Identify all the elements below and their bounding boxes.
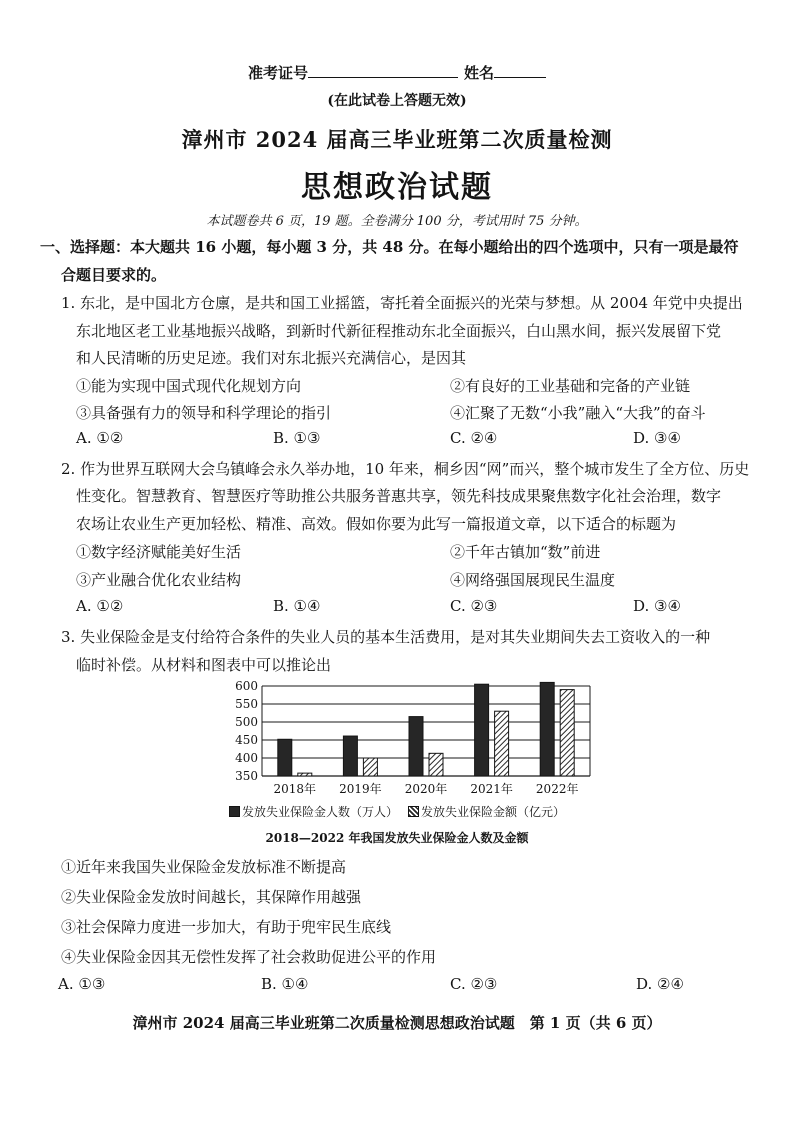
q1-option-2: ②有良好的工业基础和完备的产业链 — [450, 377, 691, 395]
q2-choice-b: B. ①④ — [273, 597, 321, 615]
y-tick-label-350: 350 — [235, 769, 258, 783]
q1-stem-line2: 东北地区老工业基地振兴战略，到新时代新征程推动东北全面振兴，白山黑水间，振兴发展留下党 — [76, 322, 722, 340]
chart-container — [228, 672, 598, 806]
q1-option-3: ③具备强有力的领导和科学理论的指引 — [76, 404, 332, 422]
legend-label-people: 发放失业保险金人数（万人） — [241, 805, 398, 819]
q3-option-1: ①近年来我国失业保险金发放标准不断提高 — [61, 858, 347, 876]
exam-id-blank — [308, 63, 458, 78]
y-tick-label-400: 400 — [235, 751, 258, 765]
q2-choice-c: C. ②③ — [450, 597, 498, 615]
bar-amount-0 — [298, 773, 312, 776]
q3-choice-c: C. ②③ — [450, 975, 498, 993]
section-instruction-line1: 一、选择题：本大题共 16 小题，每小题 3 分，共 48 分。在每小题给出的四个选项中，只有一项是最符 — [40, 238, 739, 256]
q1-choice-b: B. ①③ — [273, 429, 321, 447]
legend-label-amount: 发放失业保险金额（亿元） — [421, 805, 566, 819]
answer-notice: (在此试卷上答题无效) — [327, 93, 467, 109]
q3-stem-line2: 临时补偿。从材料和图表中可以推论出 — [76, 656, 332, 674]
q1-choice-d: D. ③④ — [633, 429, 681, 447]
q3-choice-a: A. ①③ — [58, 975, 106, 993]
q2-choice-a: A. ①② — [76, 597, 124, 615]
bar-amount-3 — [495, 711, 509, 776]
x-tick-label-0: 2018年 — [273, 782, 317, 796]
x-tick-label-2: 2020年 — [404, 782, 448, 796]
q2-stem-line2: 性变化。智慧教育、智慧医疗等助推公共服务普惠共享，领先科技成果聚焦数字化社会治理，数字 — [76, 487, 722, 505]
y-tick-label-600: 600 — [235, 679, 258, 693]
q2-option-4: ④网络强国展现民生温度 — [450, 571, 616, 589]
q2-option-2: ②千年古镇加“数”前进 — [450, 543, 601, 561]
name-blank — [494, 63, 546, 78]
bar-people-0 — [278, 739, 292, 776]
section-instruction-line2: 合题目要求的。 — [61, 266, 167, 284]
q1-stem-line1: 1. 东北，是中国北方仓廪，是共和国工业摇篮，寄托着全面振兴的光荣与梦想。从 2004 年党中央提出 — [61, 294, 743, 312]
q3-option-3: ③社会保障力度进一步加大，有助于兜牢民生底线 — [61, 918, 392, 936]
bar-people-3 — [475, 684, 489, 776]
y-tick-label-500: 500 — [235, 715, 258, 729]
y-tick-label-550: 550 — [235, 697, 258, 711]
x-tick-label-1: 2019年 — [339, 782, 382, 796]
x-tick-label-3: 2021年 — [470, 782, 513, 796]
chart-legend — [0, 803, 794, 820]
x-tick-label-4: 2022年 — [535, 782, 579, 796]
q3-option-2: ②失业保险金发放时间越长，其保障作用越强 — [61, 888, 362, 906]
bar-chart — [228, 672, 598, 802]
q2-choice-d: D. ③④ — [633, 597, 681, 615]
exam-id-label: 准考证号 — [247, 64, 308, 82]
page-footer: 漳州市 2024 届高三毕业班第二次质量检测思想政治试题 第 1 页（共 6 页） — [132, 1014, 662, 1032]
q3-option-4: ④失业保险金因其无偿性发挥了社会救助促进公平的作用 — [61, 948, 437, 966]
y-tick-label-450: 450 — [235, 733, 258, 747]
q1-choice-a: A. ①② — [76, 429, 124, 447]
q1-choice-c: C. ②④ — [450, 429, 498, 447]
bar-amount-1 — [363, 758, 377, 776]
bar-people-1 — [343, 736, 357, 776]
q2-stem-line1: 2. 作为世界互联网大会乌镇峰会永久举办地，10 年来，桐乡因“网”而兴，整个城市发生了全方位、历史 — [61, 460, 750, 478]
q2-stem-line3: 农场让农业生产更加轻松、精准、高效。假如你要为此写一篇报道文章，以下适合的标题为 — [76, 515, 677, 533]
legend-swatch-people — [229, 806, 240, 817]
exam-title: 漳州市 2024 届高三毕业班第二次质量检测 — [181, 127, 613, 152]
q3-stem-line1: 3. 失业保险金是支付给符合条件的失业人员的基本生活费用，是对其失业期间失去工资收入的一种 — [61, 628, 711, 646]
q2-option-3: ③产业融合优化农业结构 — [76, 571, 242, 589]
subject-title: 思想政治试题 — [301, 170, 493, 205]
q3-choice-d: D. ②④ — [636, 975, 684, 993]
q3-choice-b: B. ①④ — [261, 975, 309, 993]
bar-people-2 — [409, 717, 423, 776]
exam-info: 本试题卷共 6 页，19 题。全卷满分 100 分，考试用时 75 分钟。 — [206, 214, 588, 229]
bar-people-4 — [540, 682, 554, 776]
chart-title: 2018—2022 年我国发放失业保险金人数及金额 — [265, 831, 529, 845]
bar-amount-2 — [429, 753, 443, 776]
exam-id-name-row — [0, 62, 794, 83]
q1-stem-line3: 和人民清晰的历史足迹。我们对东北振兴充满信心，是因其 — [76, 349, 467, 367]
q1-option-4: ④汇聚了无数“小我”融入“大我”的奋斗 — [450, 404, 706, 422]
legend-swatch-amount — [408, 806, 419, 817]
q2-option-1: ①数字经济赋能美好生活 — [76, 543, 242, 561]
q1-option-1: ①能为实现中国式现代化规划方向 — [76, 377, 302, 395]
bar-amount-4 — [560, 690, 574, 776]
name-label: 姓名 — [464, 64, 495, 82]
